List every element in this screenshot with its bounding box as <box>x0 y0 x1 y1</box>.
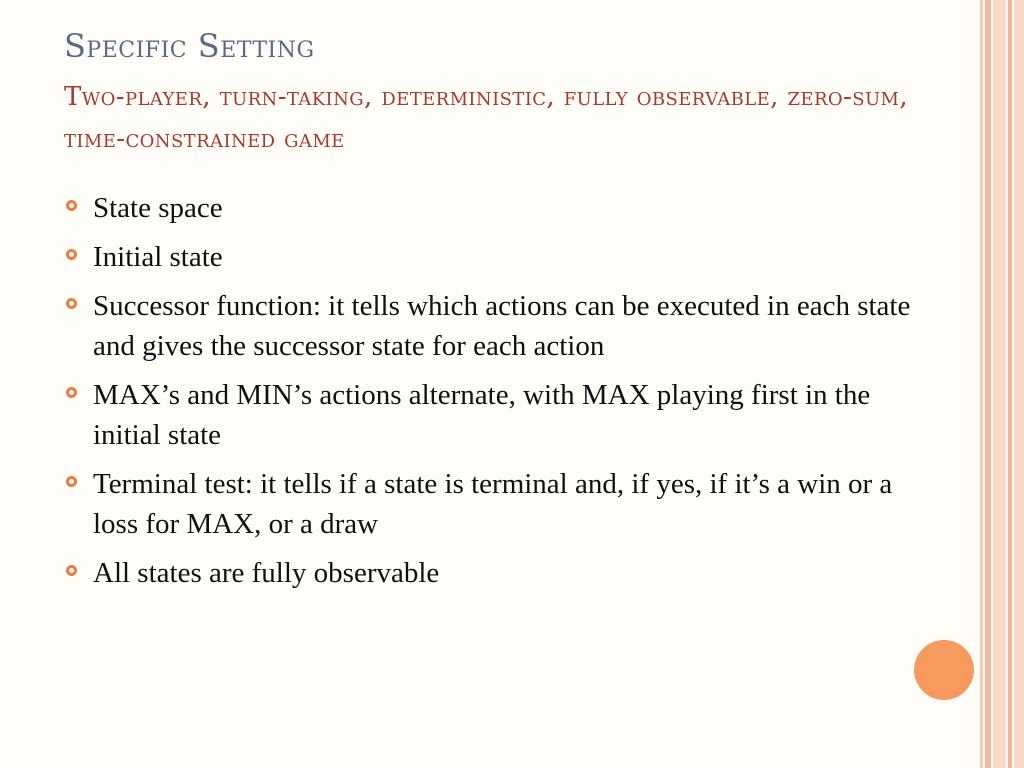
bullet-text: All states are fully observable <box>93 557 440 589</box>
slide-title: Specific Setting <box>64 27 315 65</box>
bullet-text: Terminal test: it tells if a state is terminal and, if yes, if it’s a win or a loss for MAX, or a draw <box>93 468 893 540</box>
right-border-stripe <box>1008 0 1012 768</box>
bullet-item <box>64 237 914 277</box>
bullet-marker-icon <box>66 387 77 398</box>
bullet-marker-icon <box>66 476 77 487</box>
bullet-item <box>64 553 914 593</box>
bullet-marker-icon <box>66 249 77 260</box>
bullet-marker-icon <box>66 298 77 309</box>
bullet-item <box>64 464 914 544</box>
right-border-stripe <box>985 0 991 768</box>
bullet-marker-icon <box>66 200 77 211</box>
right-border-stripe <box>993 0 1006 768</box>
right-border-stripe <box>1014 0 1024 768</box>
bullet-text: State space <box>93 192 223 224</box>
bullet-item <box>64 375 914 455</box>
bullet-marker-icon <box>66 565 77 576</box>
bullet-text: Successor function: it tells which actions can be executed in each state and gives the successor state for each action <box>93 290 911 362</box>
bullet-list <box>64 188 914 602</box>
bullet-text: MAX’s and MIN’s actions alternate, with MAX playing first in the initial state <box>93 379 871 451</box>
right-border-stripe <box>980 0 983 768</box>
bullet-text: Initial state <box>93 241 223 273</box>
bullet-item <box>64 188 914 228</box>
slide-subtitle: Two-player, turn-taking, deterministic, fully observable, zero-sum, time-constrained game <box>64 82 909 154</box>
bullet-item <box>64 286 914 366</box>
decorative-circle-icon <box>914 640 974 700</box>
